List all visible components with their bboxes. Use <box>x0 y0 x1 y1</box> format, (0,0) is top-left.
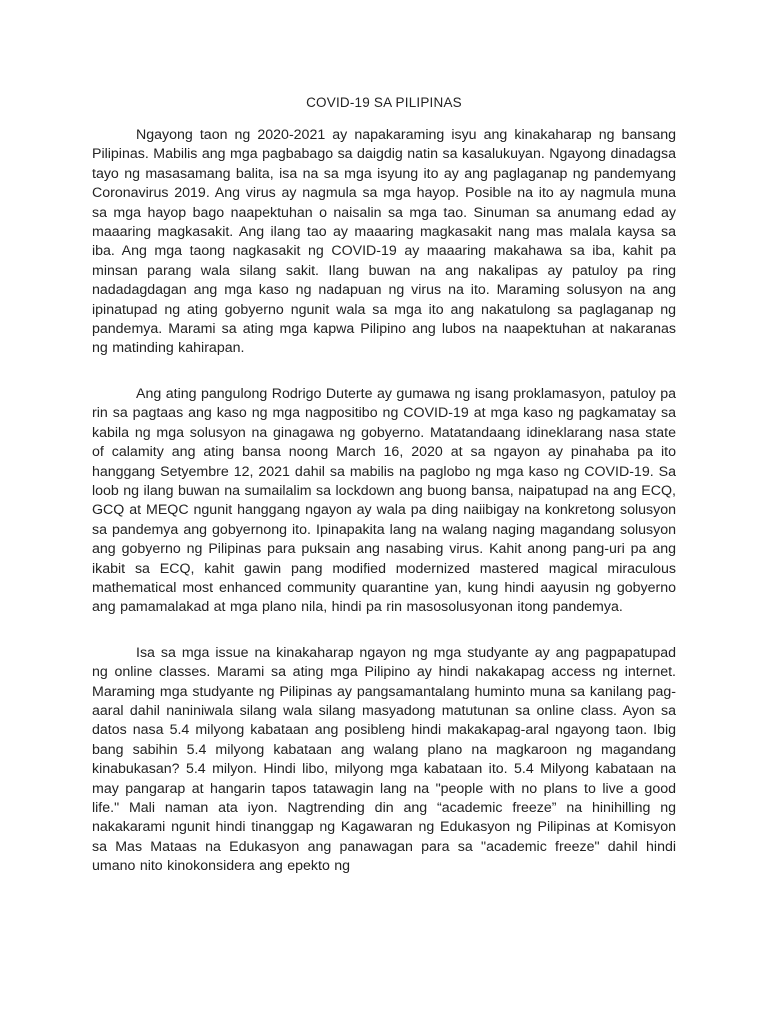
paragraph-3: Isa sa mga issue na kinakaharap ngayon ng mga studyante ay ang pagpapatupad ng online classes. Marami sa ating mga Pilipino ay hindi nakakapag access ng internet. Maraming mga studyante ng Pilipinas ay pangsamantalang huminto muna sa kanilang pag-aaral dahil naniniwala silang wala silang masyadong matutunan sa online class. Ayon sa datos nasa 5.4 milyong kabataan ang posibleng hindi makakapag-aral ngayong taon. Ibig bang sabihin 5.4 milyong kabataan ang walang plano na magkaroon ng magandang kinabukasan? 5.4 milyon. Hindi libo, milyong mga kabataan ito. 5.4 Milyong kabataan na may pangarap at hangarin tapos tatawagin lang na "people with no plans to live a good life." Mali naman ata iyon. Nagtrending din ang “academic freeze” na hinihilling ng nakakarami ngunit hindi tinanggap ng Kagawaran ng Edukasyon ng Pilipinas at Komisyon sa Mas Mataas na Edukasyon ang panawagan para sa "academic freeze" dahil hindi umano nito kinokonsidera ang epekto ng <box>92 644 676 875</box>
paragraph-2: Ang ating pangulong Rodrigo Duterte ay gumawa ng isang proklamasyon, patuloy pa rin sa pagtaas ang kaso ng mga nagpositibo ng COVID-19 at mga kaso ng pagkamatay sa kabila ng mga solusyon na ginagawa ng gobyerno. Matatandaang idineklarang nasa state of calamity ang ating bansa noong March 16, 2020 at sa ngayon ay pinahaba pa ito hanggang Setyembre 12, 2021 dahil sa mabilis na paglobo ng mga kaso ng COVID-19. Sa loob ng ilang buwan na sumailalim sa lockdown ang buong bansa, naipatupad na ang ECQ, GCQ at MEQC ngunit hanggang ngayon ay wala pa ding naiibigay na konkretong solusyon sa pandemya ang gobyernong ito. Ipinapakita lang na walang naging magandang solusyon ang gobyerno ng Pilipinas para puksain ang nasabing virus. Kahit anong pang-uri pa ang ikabit sa ECQ, kahit gawin pang modified modernized mastered magical miraculous mathematical most enhanced community quarantine yan, kung hindi aayusin ng gobyerno ang pamamalakad at mga plano nila, hindi pa rin masosolusyonan itong pandemya. <box>92 385 676 616</box>
paragraph-1: Ngayong taon ng 2020-2021 ay napakaraming isyu ang kinakaharap ng bansang Pilipinas. Mabilis ang mga pagbabago sa daigdig natin sa kasalukuyan. Ngayong dinadagsa tayo ng masasamang balita, isa na sa mga isyung ito ay ang paglaganap ng pandemyang Coronavirus 2019. Ang virus ay nagmula sa mga hayop. Posible na ito ay nagmula muna sa mga hayop bago naapektuhan o naisalin sa mga tao. Sinuman sa anumang edad ay maaaring magkasakit. Ang ilang tao ay maaaring magkasakit nang mas malala kaysa sa iba. Ang mga taong nagkasakit ng COVID-19 ay maaaring makahawa sa iba, kahit pa minsan parang wala silang sakit. Ilang buwan na ang nakalipas ay patuloy pa ring nadadagdagan ang mga kaso ng nadapuan ng virus na ito. Maraming solusyon na ang ipinatupad ng ating gobyerno ngunit wala sa mga ito ang nakatulong sa paglaganap ng pandemya. Marami sa ating mga kapwa Pilipino ang lubos na naapektuhan at nakaranas ng matinding kahirapan. <box>92 127 676 357</box>
document-title: COVID-19 SA PILIPINAS <box>306 95 462 110</box>
